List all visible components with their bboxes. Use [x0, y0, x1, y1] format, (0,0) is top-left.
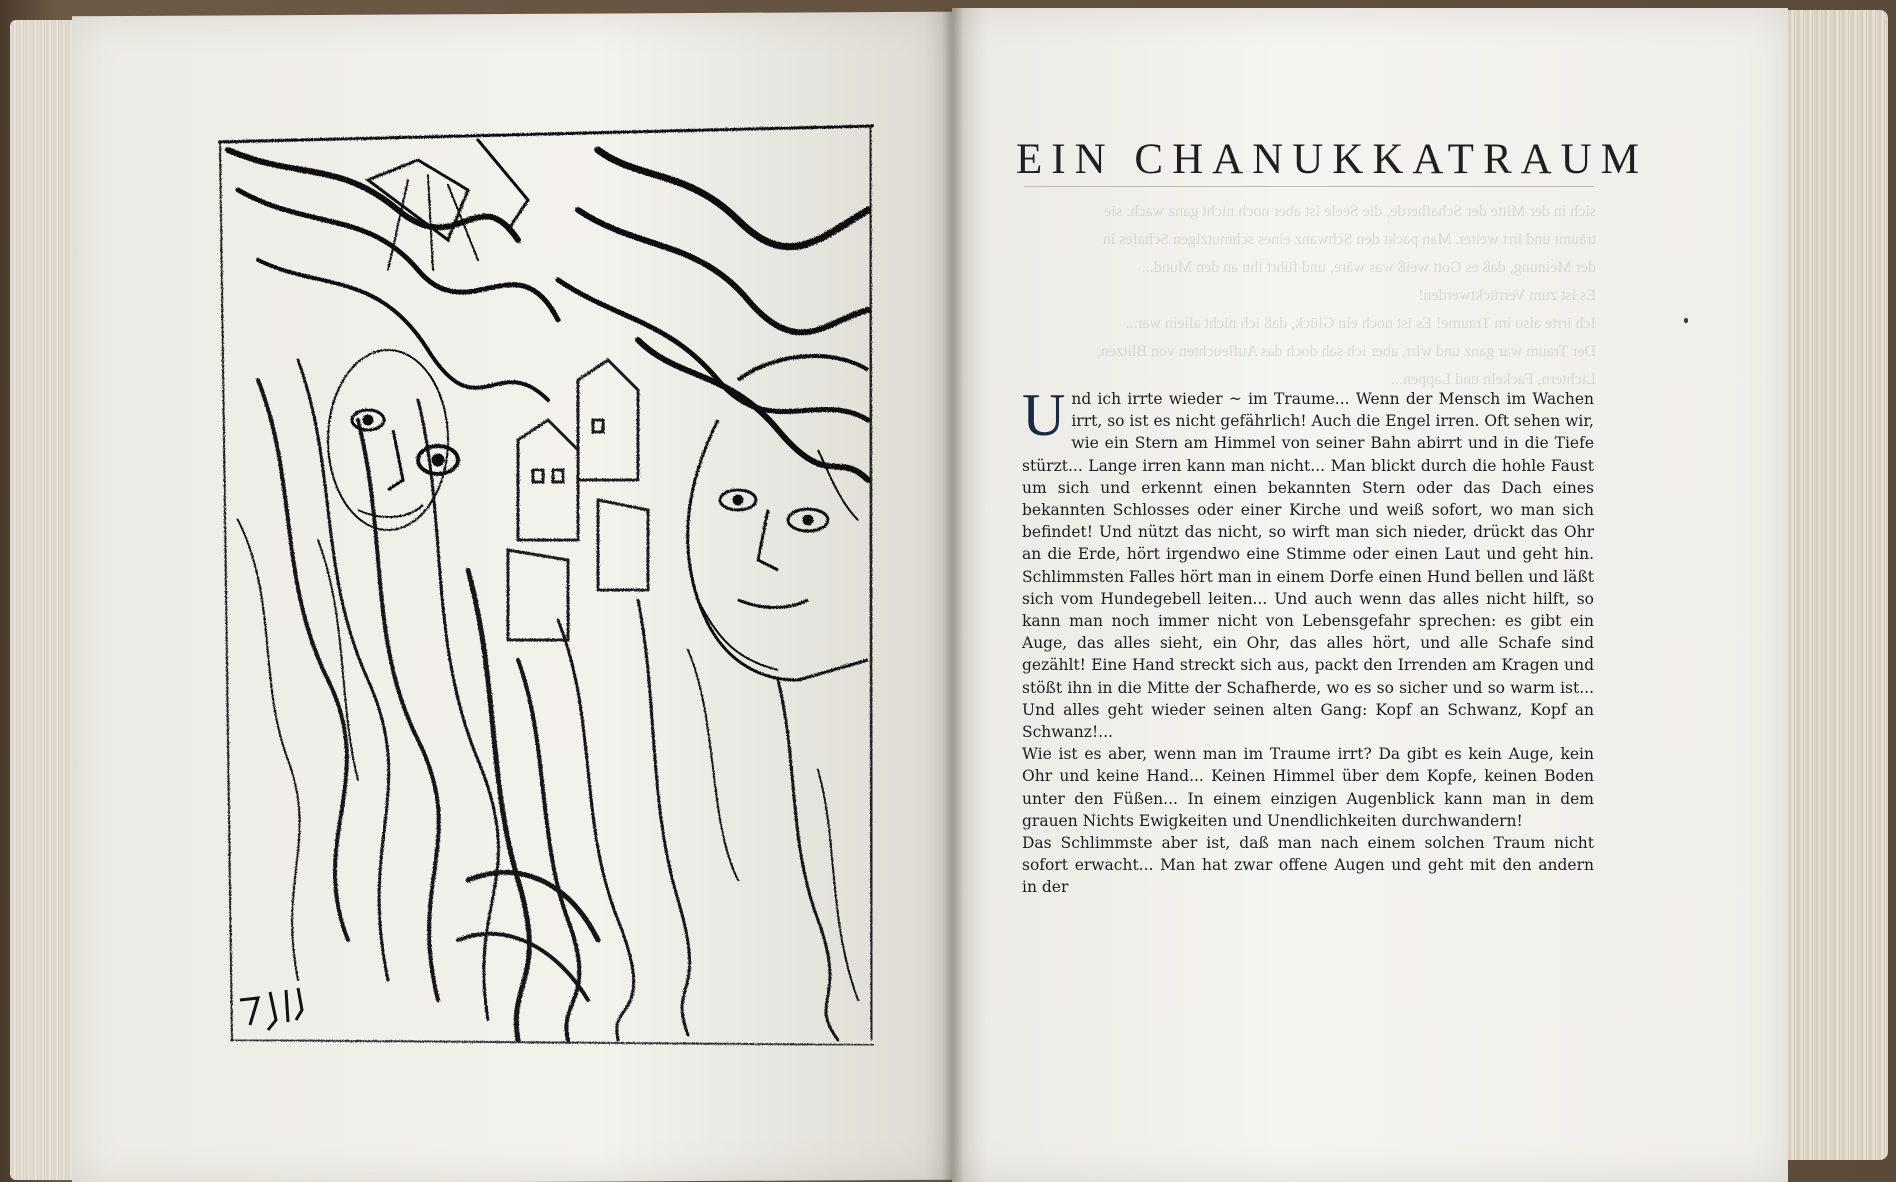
bleed-line: sich in der Mitte der Schafherde, die Seele ist aber noch nicht ganz wach: sie	[1104, 203, 1596, 220]
bleed-through-text	[1022, 198, 1596, 398]
paragraph	[1022, 382, 1594, 743]
bleed-line: Der Traum war ganz und wirr, aber ich sah doch das Aufleuchten von Blitzen,	[1096, 343, 1596, 360]
paper-speck	[1684, 318, 1688, 323]
artist-signature	[240, 988, 302, 1030]
paragraph	[1022, 832, 1594, 899]
paragraph-text: Das Schlimmste aber ist, daß man nach einem solchen Traum nicht sofort erwacht... Man hat zwar offene Augen und geht mit den andern in der	[1022, 834, 1594, 897]
left-page-edges	[10, 20, 80, 1180]
charcoal-drawing-faces-icon	[218, 120, 874, 1050]
bleed-line: träumt und irrt weiter. Man packt den Schwanz eines schmutzigen Schafes in	[1102, 231, 1596, 248]
bleed-line: Ich irrte also im Traume! Es ist noch ein Glück, daß ich nicht allein war...	[1125, 315, 1596, 332]
book-gutter	[942, 8, 964, 1182]
bleed-line: Es ist zum Verrücktwerden!	[1418, 287, 1596, 304]
drop-cap: U	[1022, 382, 1066, 448]
heading-rule	[1024, 186, 1594, 187]
paragraph	[1022, 743, 1594, 832]
paragraph-text: Wie ist es aber, wenn man im Traume irrt? Da gibt es kein Auge, kein Ohr und keine Hand... Keinen Himmel über dem Kopfe, keinen Boden unter den Füßen... In einem einzigen Augenblick kann man in dem grauen Nichts Ewigkeiten und Unendlichkeiten durchwandern!	[1022, 745, 1594, 830]
chapter-body	[1022, 382, 1594, 899]
bleed-line: Lichtern, Fackeln und Lappen...	[1391, 371, 1596, 388]
paragraph-text: nd ich irrte wieder ~ im Traume... Wenn der Mensch im Wachen irrt, so ist es nicht gefährlich! Auch die Engel irren. Oft sehen wir, wie ein Stern am Himmel von seiner Bahn abirrt und in die Tiefe stürzt... Lange irren kann man nicht... Man blickt durch die hohle Faust um sich und erkennt einen bekannten Stern oder das Dach eines bekannten Schlosses oder einer Kirche und weiß sofort, wo man sich befindet! Und nützt das nicht, so wirft man sich nieder, drückt das Ohr an die Erde, hört irgendwo eine Stimme oder einen Laut und geht hin. Schlimmsten Falles hört man in einem Dorfe einen Hund bellen und läßt sich vom Hundegebell leiten... Und auch wenn das alles nicht hilft, so kann man noch immer nicht von Lebensgefahr sprechen: es gibt ein Auge, das alles sieht, ein Ohr, das alles hört, und alle Schafe sind gezählt! Eine Hand streckt sich aus, packt den Irrenden am Kragen und stößt ihn in die Mitte der Schafherde, wo es so sicher und so warm ist... Und alles geht wieder seinen alten Gang: Kopf an Schwanz, Kopf an Schwanz!...	[1022, 390, 1594, 742]
chapter-heading: EIN CHANUKKATRAUM	[1016, 136, 1648, 183]
illustration-plate	[218, 120, 874, 1050]
bleed-line: der Meinung, daß es Gott weiß was wäre, und führt ihn an den Mund...	[1141, 259, 1596, 276]
